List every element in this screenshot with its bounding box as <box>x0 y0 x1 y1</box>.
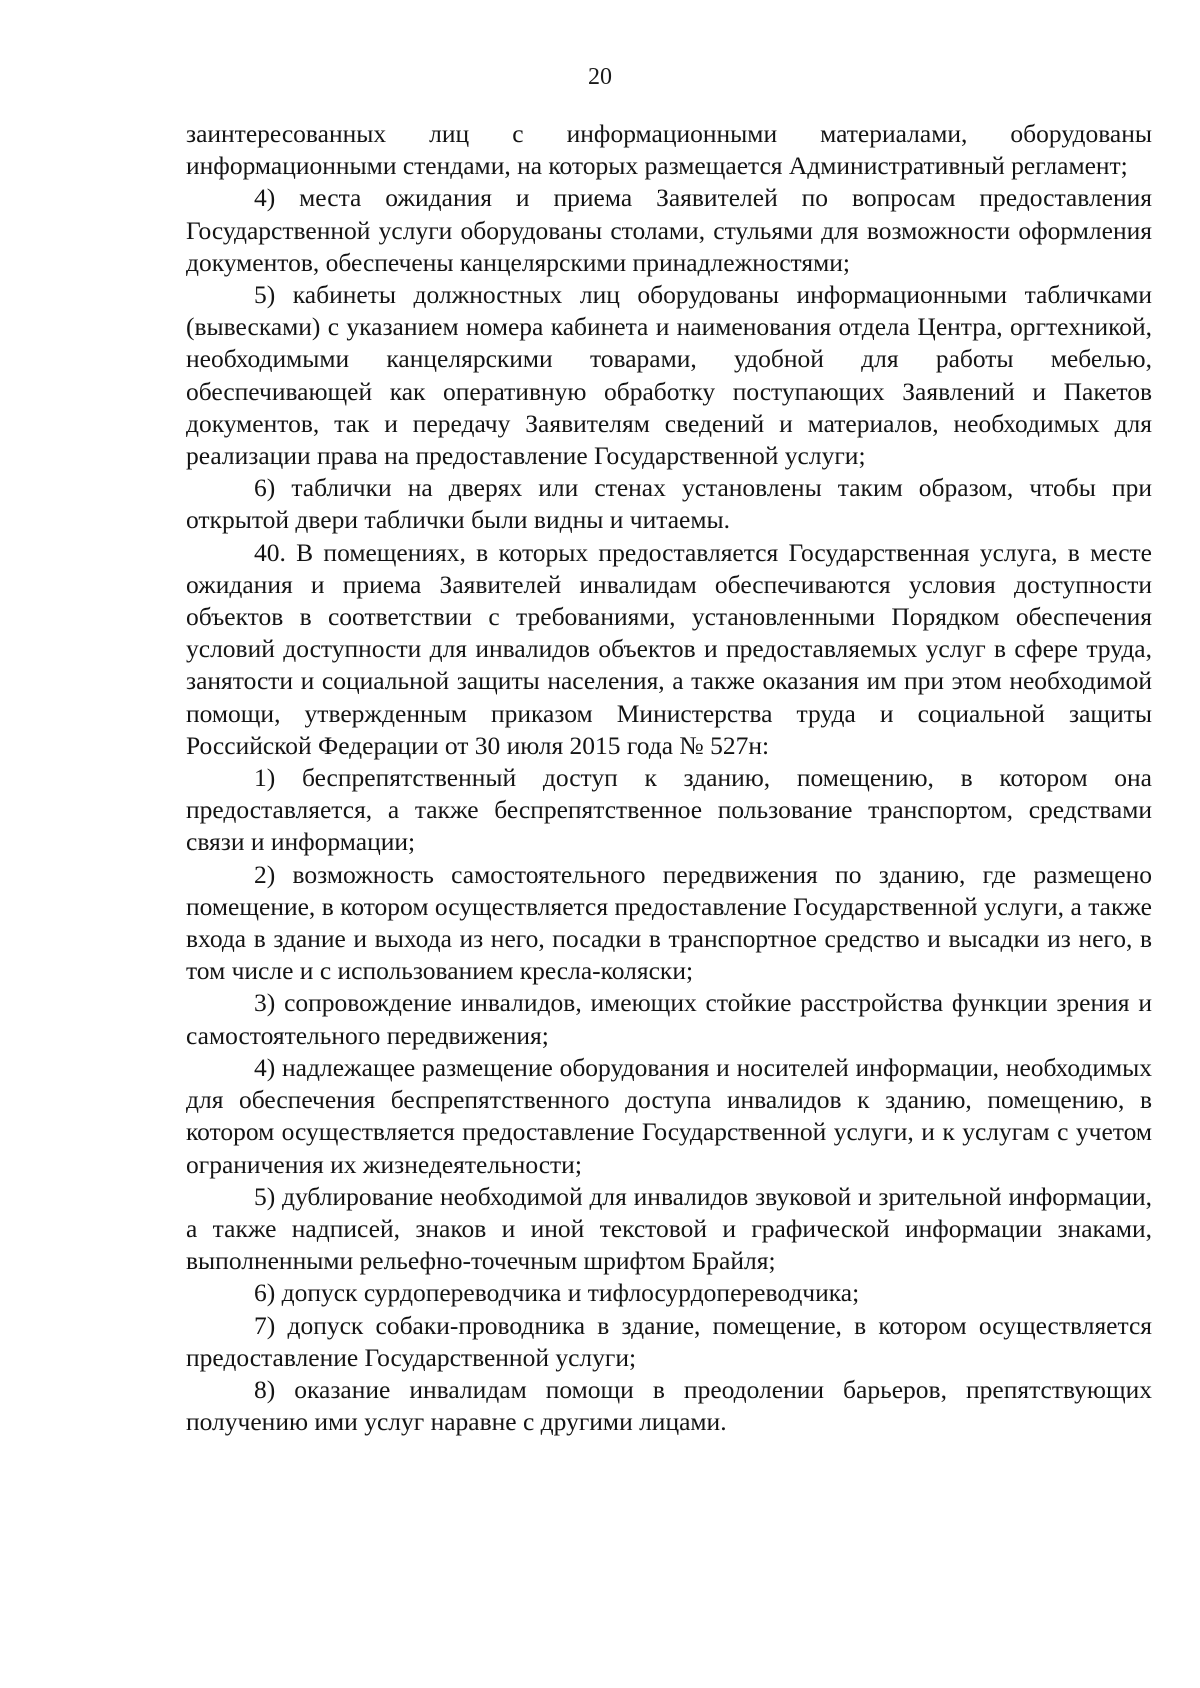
paragraph-item-5: 5) кабинеты должностных лиц оборудованы информационными табличками (вывесками) с указанием номера кабинета и наименования отдела Центра, оргтехникой, необходимыми канцелярскими товарами, удобной для работы мебелью, обеспечивающей как оперативную обработку поступающих Заявлений и Пакетов документов, так и передачу Заявителям сведений и материалов, необходимых для реализации права на предоставление Государственной услуги; <box>186 280 1152 471</box>
document-body <box>186 118 1152 1438</box>
paragraph-clause-40-item-8: 8) оказание инвалидам помощи в преодолении барьеров, препятствующих получению ими услуг наравне с другими лицами. <box>186 1374 1152 1437</box>
paragraph-clause-40-item-3: 3) сопровождение инвалидов, имеющих стойкие расстройства функции зрения и самостоятельного передвижения; <box>186 988 1152 1050</box>
paragraph-item-6: 6) таблички на дверях или стенах установлены таким образом, чтобы при открытой двери таблички были видны и читаемы. <box>186 473 1152 535</box>
paragraph-clause-40: 40. В помещениях, в которых предоставляется Государственная услуга, в месте ожидания и приема Заявителей инвалидам обеспечиваются условия доступности объектов в соответствии с требованиями, установленными Порядком обеспечения условий доступности для инвалидов объектов и предоставляемых услуг в сфере труда, занятости и социальной защиты населения, а также оказания им при этом необходимой помощи, утвержденным приказом Министерства труда и социальной защиты Российской Федерации от 30 июля 2015 года № 527н: <box>186 537 1152 760</box>
paragraph-item-4: 4) места ожидания и приема Заявителей по вопросам предоставления Государственной услуги оборудованы столами, стульями для возможности оформления документов, обеспечены канцелярскими принадлежностями; <box>186 183 1152 277</box>
page-number: 20 <box>588 64 612 90</box>
paragraph-clause-40-item-6: 6) допуск сурдопереводчика и тифлосурдопереводчика; <box>254 1278 860 1308</box>
paragraph-continuation: заинтересованных лиц с информационными материалами, оборудованы информационными стендами, на которых размещается Административный регламент; <box>186 119 1152 181</box>
paragraph-clause-40-item-5: 5) дублирование необходимой для инвалидов звуковой и зрительной информации, а также надписей, знаков и иной текстовой и графической информации знаками, выполненными рельефно-точечным шрифтом Брайля; <box>186 1181 1152 1276</box>
paragraph-clause-40-item-1: 1) беспрепятственный доступ к зданию, помещению, в котором она предоставляется, а также беспрепятственное пользование транспортом, средствами связи и информации; <box>186 763 1152 857</box>
paragraph-clause-40-item-7: 7) допуск собаки-проводника в здание, помещение, в котором осуществляется предоставление Государственной услуги; <box>186 1310 1152 1372</box>
paragraph-clause-40-item-4: 4) надлежащее размещение оборудования и носителей информации, необходимых для обеспечения беспрепятственного доступа инвалидов к зданию, помещению, в котором осуществляется предоставление Государственной услуги, и к услугам с учетом ограничения их жизнедеятельности; <box>186 1052 1152 1179</box>
paragraph-clause-40-item-2: 2) возможность самостоятельного передвижения по зданию, где размещено помещение, в котором осуществляется предоставление Государственной услуги, а также входа в здание и выхода из него, посадки в транспортное средство и высадки из него, в том числе и с использованием кресла-коляски; <box>186 859 1152 986</box>
